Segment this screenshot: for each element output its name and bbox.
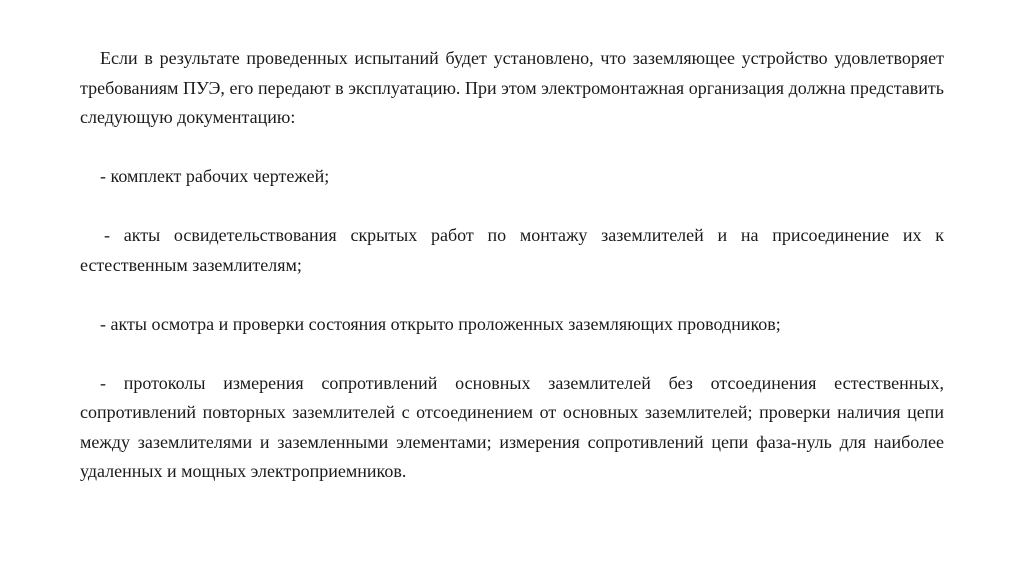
list-item-hidden-works-acts: - акты освидетельствования скрытых работ по монтажу заземлителей и на присоединение их к естественным заземлителям; [80,225,944,275]
spacer [80,339,944,369]
spacer [80,280,944,310]
list-item-inspection-acts: - акты осмотра и проверки состояния открыто проложенных заземляющих проводников; [100,313,781,334]
spacer [80,192,944,222]
document-body [80,44,944,487]
spacer [80,133,944,163]
list-item-measurement-protocols: - протоколы измерения сопротивлений основных заземлителей без отсоединения естественных, сопротивлений повторных заземлителей с отсоединением от основных заземлителей; проверки наличия цепи между заземлителями и заземленными элементами; измерения сопротивлений цепи фаза-нуль для наиболее удаленных и мощных электроприемников. [80,372,944,481]
intro-paragraph: Если в результате проведенных испытаний будет установлено, что заземляющее устройство удовлетворяет требованиям ПУЭ, его передают в эксплуатацию. При этом электромонтажная организация должна представить следующую документацию: [80,48,944,127]
list-item-drawings: - комплект рабочих чертежей; [100,166,330,186]
